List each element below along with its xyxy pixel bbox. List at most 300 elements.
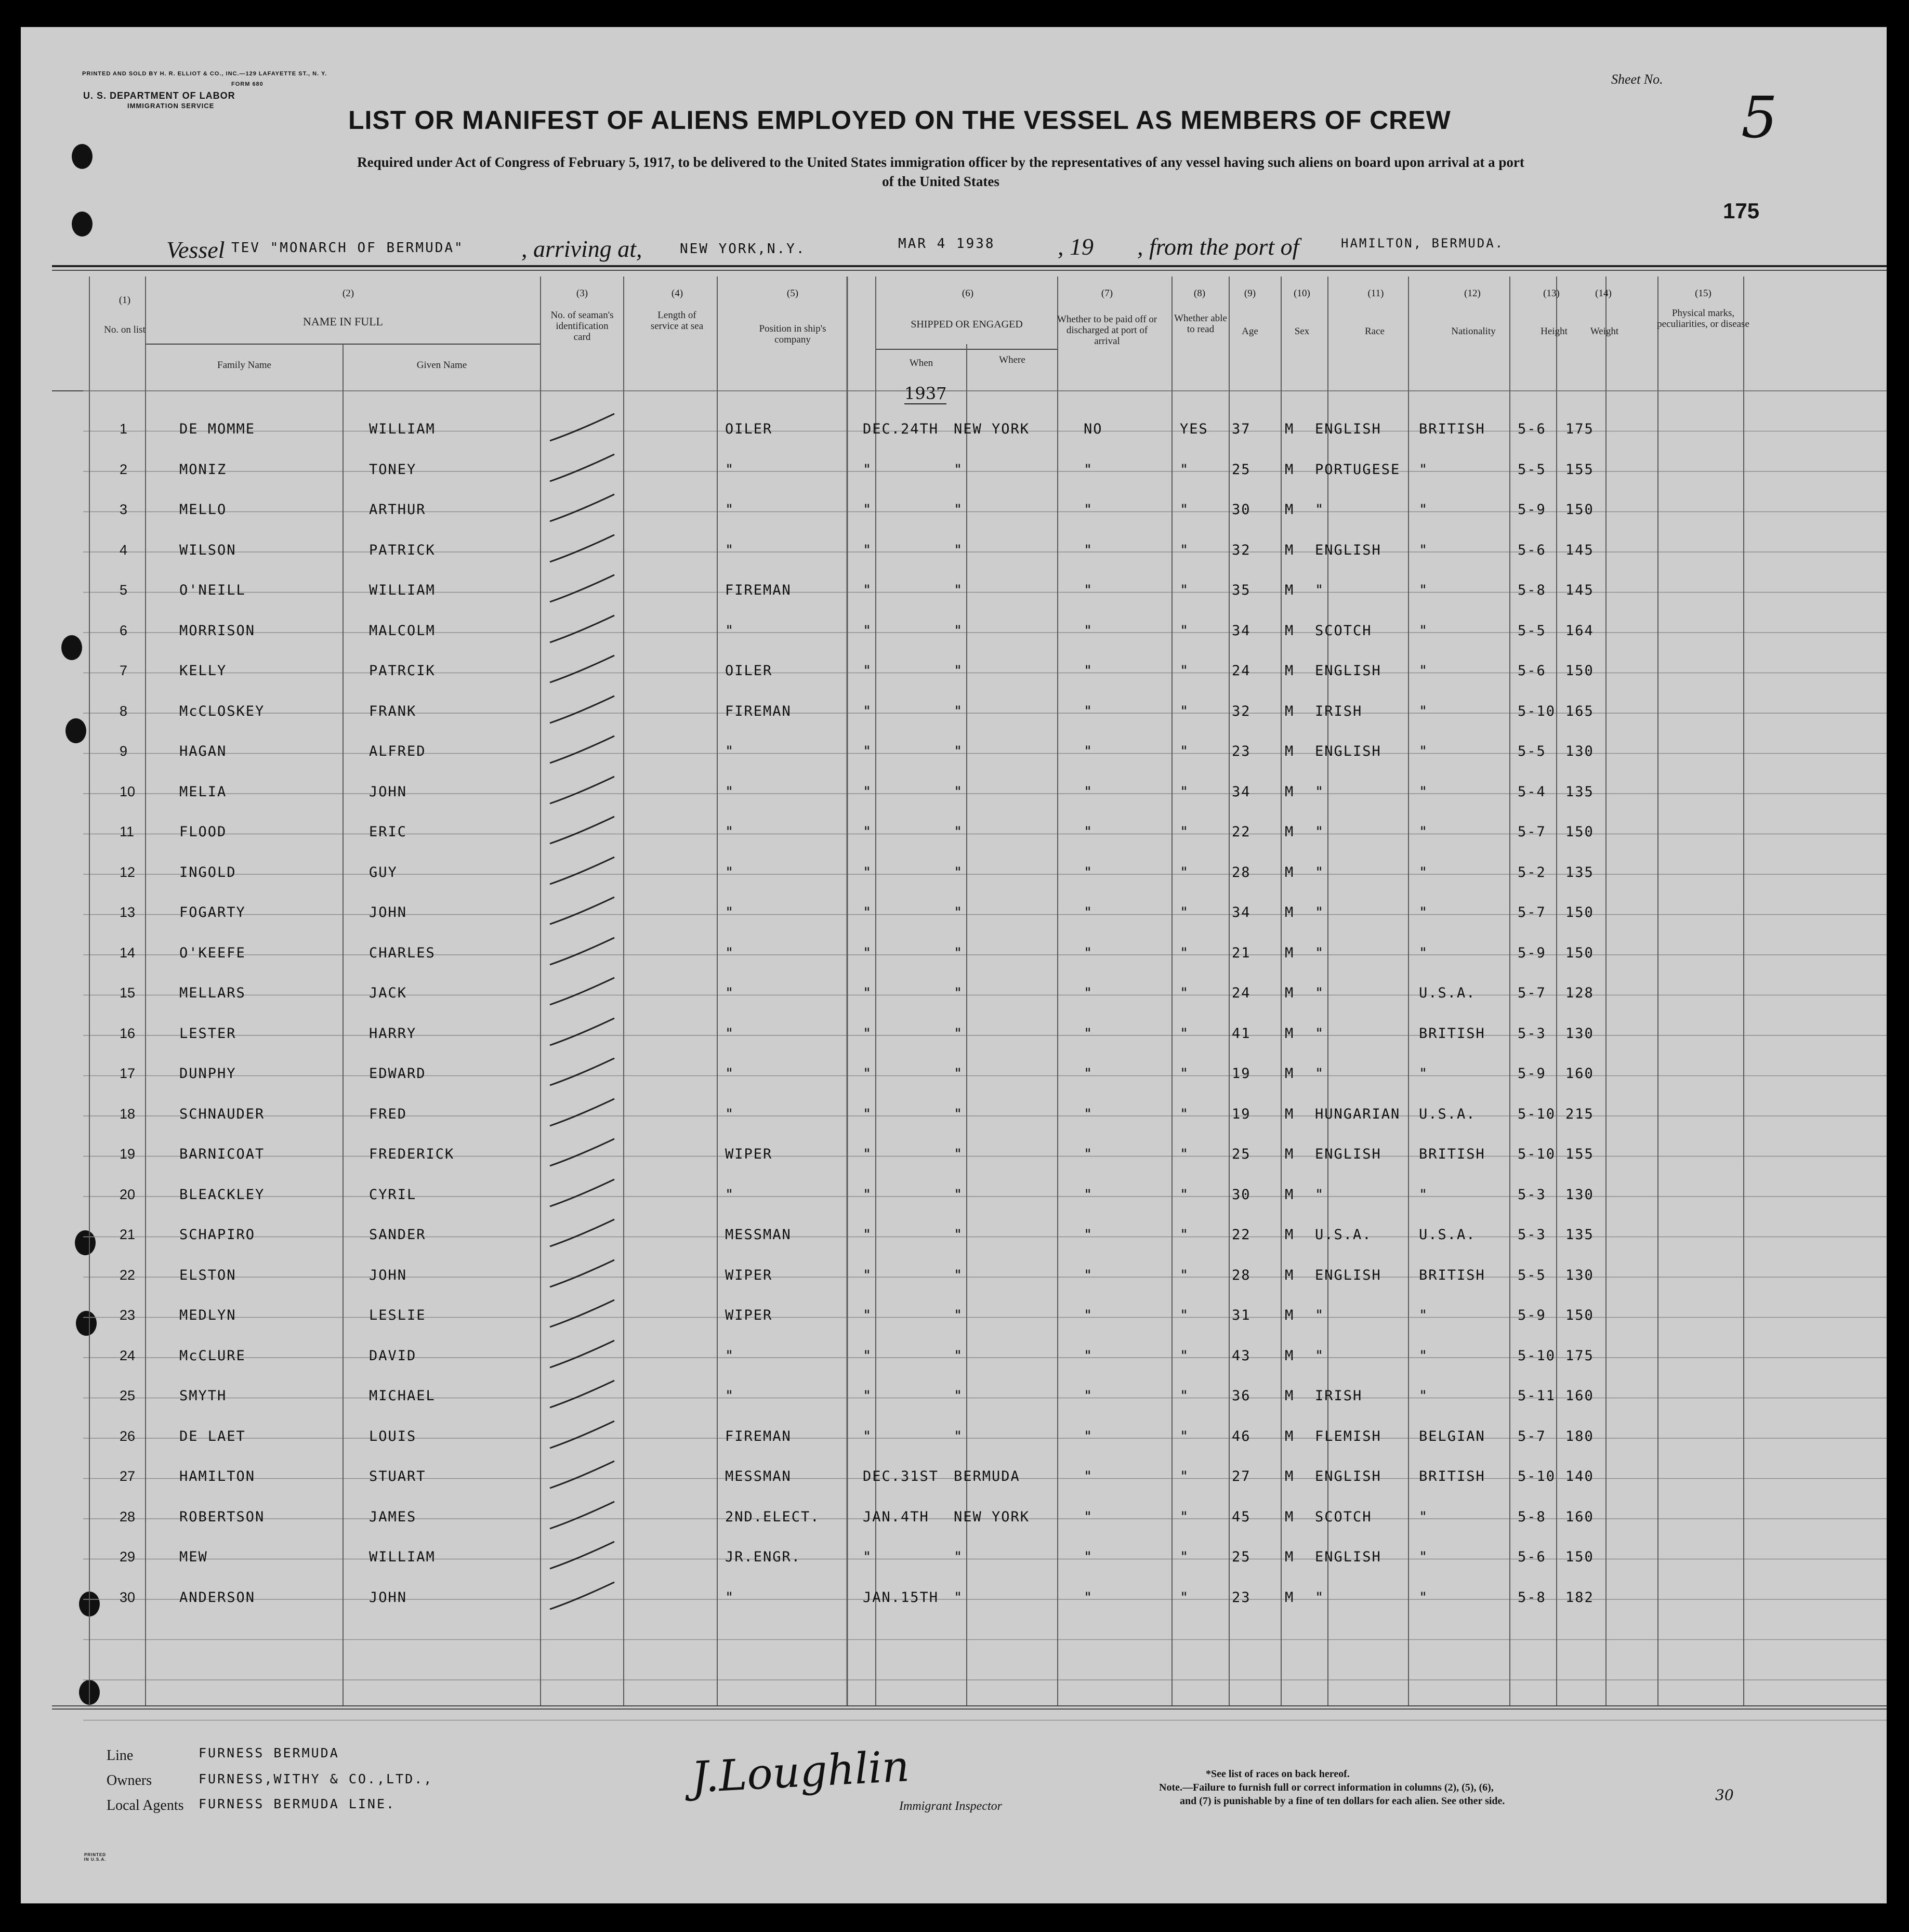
col-num-5: (5) — [786, 288, 799, 299]
shipped-when: " — [863, 944, 873, 961]
sex: M — [1285, 1106, 1295, 1122]
crew-no: 7 — [120, 663, 128, 678]
age: 31 — [1232, 1307, 1251, 1323]
nationality: " — [1419, 1307, 1429, 1323]
paid-off: " — [1084, 1186, 1094, 1203]
age: 25 — [1232, 461, 1251, 478]
nationality: U.S.A. — [1419, 1106, 1476, 1122]
shipped-when: " — [863, 743, 873, 759]
position: " — [725, 783, 735, 800]
able-read: " — [1180, 1066, 1190, 1082]
stamp-number: 175 — [1723, 199, 1760, 223]
paid-off: " — [1084, 1589, 1094, 1606]
vessel-label: Vessel — [166, 236, 225, 263]
height: 5-7 — [1518, 824, 1546, 840]
manifest-sheet — [21, 27, 1887, 1903]
crew-no: 13 — [120, 904, 136, 920]
shipped-where: " — [954, 1066, 964, 1082]
age: 24 — [1232, 985, 1251, 1001]
sex: M — [1285, 1025, 1295, 1042]
nationality: BELGIAN — [1419, 1428, 1485, 1444]
position: OILER — [725, 421, 773, 437]
subtitle-line1: Required under Act of Congress of February 5, 1917, to be delivered to the United States immigration officer by the representatives of any vessel having such aliens on board upon arrival at a port — [357, 154, 1524, 170]
given-name: FRED — [369, 1106, 407, 1122]
shipped-where: BERMUDA — [954, 1468, 1020, 1484]
family-name: MONIZ — [179, 461, 227, 478]
sex: M — [1285, 1146, 1295, 1162]
check-stroke — [546, 1418, 618, 1454]
header-race: Race — [1365, 326, 1385, 337]
weight: 130 — [1565, 1267, 1594, 1283]
nationality: " — [1419, 461, 1429, 478]
race: " — [1315, 1307, 1325, 1323]
crew-no: 24 — [120, 1347, 136, 1363]
able-read: " — [1180, 783, 1190, 800]
family-name: ANDERSON — [179, 1589, 256, 1606]
check-stroke — [546, 1096, 618, 1132]
height: 5-9 — [1518, 502, 1546, 518]
check-stroke — [546, 1015, 618, 1052]
nationality: " — [1419, 663, 1429, 679]
height: 5-6 — [1518, 663, 1546, 679]
crew-no: 18 — [120, 1106, 136, 1122]
given-name: PATRICK — [369, 542, 436, 558]
nationality: BRITISH — [1419, 1468, 1485, 1484]
height: 5-10 — [1518, 1468, 1556, 1484]
sex: M — [1285, 582, 1295, 598]
able-read: " — [1180, 1347, 1190, 1364]
able-read: " — [1180, 1267, 1190, 1283]
paid-off: " — [1084, 1106, 1094, 1122]
nationality: " — [1419, 783, 1429, 800]
nationality: " — [1419, 944, 1429, 961]
position: " — [725, 1347, 735, 1364]
printed-mark: PRINTED IN U.S.A. — [84, 1852, 107, 1862]
sex: M — [1285, 824, 1295, 840]
check-stroke — [546, 1579, 618, 1615]
shipped-where: " — [954, 1388, 964, 1404]
check-stroke — [546, 1136, 618, 1172]
weight: 160 — [1565, 1066, 1594, 1082]
paid-off: " — [1084, 1267, 1094, 1283]
race: ENGLISH — [1315, 663, 1381, 679]
given-name: FREDERICK — [369, 1146, 455, 1162]
sex: M — [1285, 1307, 1295, 1323]
year-prefix: , 19 — [1058, 233, 1094, 260]
age: 34 — [1232, 622, 1251, 639]
header-no-on-list: No. on list — [104, 324, 146, 335]
sex: M — [1285, 743, 1295, 759]
age: 41 — [1232, 1025, 1251, 1042]
family-name: ELSTON — [179, 1267, 236, 1283]
shipped-when: " — [863, 502, 873, 518]
paid-off: " — [1084, 1307, 1094, 1323]
race: HUNGARIAN — [1315, 1106, 1401, 1122]
nationality: " — [1419, 1549, 1429, 1565]
header-paid-off: Whether to be paid off or discharged at port of arrival — [1057, 314, 1157, 347]
height: 5-4 — [1518, 783, 1546, 800]
arriving-port: NEW YORK,N.Y. — [680, 241, 806, 257]
given-name: JOHN — [369, 1589, 407, 1606]
ruled-grid — [21, 27, 1887, 1903]
header-family-name: Family Name — [217, 360, 271, 371]
given-name: EDWARD — [369, 1066, 426, 1082]
crew-no: 12 — [120, 864, 136, 880]
weight: 155 — [1565, 461, 1594, 478]
race: ENGLISH — [1315, 1549, 1381, 1565]
paid-off: " — [1084, 1388, 1094, 1404]
crew-no: 10 — [120, 783, 136, 799]
family-name: DE LAET — [179, 1428, 246, 1444]
sex: M — [1285, 663, 1295, 679]
position: " — [725, 1066, 735, 1082]
sex: M — [1285, 1468, 1295, 1484]
able-read: " — [1180, 743, 1190, 759]
able-read: " — [1180, 1428, 1190, 1444]
col-num-3: (3) — [576, 288, 588, 299]
crew-no: 25 — [120, 1388, 136, 1403]
race: " — [1315, 944, 1325, 961]
shipped-when: " — [863, 542, 873, 558]
header-shipped: SHIPPED OR ENGAGED — [911, 319, 1023, 330]
given-name: WILLIAM — [369, 582, 436, 598]
able-read: " — [1180, 1146, 1190, 1162]
height: 5-2 — [1518, 864, 1546, 880]
header-weight: Weight — [1590, 326, 1619, 337]
col-num-15: (15) — [1695, 288, 1711, 299]
sex: M — [1285, 1388, 1295, 1404]
shipped-when: " — [863, 703, 873, 719]
shipped-where: " — [954, 1307, 964, 1323]
able-read: " — [1180, 1468, 1190, 1484]
height: 5-7 — [1518, 985, 1546, 1001]
age: 22 — [1232, 824, 1251, 840]
position: JR.ENGR. — [725, 1549, 801, 1565]
shipped-where: NEW YORK — [954, 1508, 1030, 1525]
col-num-1: (1) — [119, 295, 131, 306]
check-stroke — [546, 894, 618, 930]
shipped-where: " — [954, 703, 964, 719]
check-stroke — [546, 451, 618, 488]
height: 5-10 — [1518, 703, 1556, 719]
height: 5-5 — [1518, 743, 1546, 759]
family-name: SCHAPIRO — [179, 1227, 256, 1243]
paid-off: " — [1084, 1025, 1094, 1042]
shipped-when: " — [863, 1428, 873, 1444]
height: 5-5 — [1518, 461, 1546, 478]
sex: M — [1285, 622, 1295, 639]
check-stroke — [546, 652, 618, 689]
family-name: FLOOD — [179, 824, 227, 840]
position: " — [725, 1106, 735, 1122]
sex: M — [1285, 1549, 1295, 1565]
given-name: TONEY — [369, 461, 417, 478]
given-name: CHARLES — [369, 944, 436, 961]
check-stroke — [546, 1055, 618, 1092]
sex: M — [1285, 1186, 1295, 1203]
paid-off: " — [1084, 1428, 1094, 1444]
nationality: BRITISH — [1419, 1146, 1485, 1162]
able-read: " — [1180, 703, 1190, 719]
header-able-read: Whether able to read — [1174, 313, 1227, 335]
shipped-where: " — [954, 1186, 964, 1203]
col-num-7: (7) — [1101, 288, 1113, 299]
from-label: , from the port of — [1137, 233, 1299, 260]
height: 5-9 — [1518, 1307, 1546, 1323]
owners-label: Owners — [107, 1772, 152, 1789]
able-read: " — [1180, 1186, 1190, 1203]
position: OILER — [725, 663, 773, 679]
check-stroke — [546, 854, 618, 890]
header-age: Age — [1242, 326, 1258, 337]
crew-no: 4 — [120, 542, 128, 558]
able-read: " — [1180, 824, 1190, 840]
paid-off: " — [1084, 1468, 1094, 1484]
form-number: FORM 680 — [231, 81, 264, 87]
position: " — [725, 1025, 735, 1042]
shipped-when: " — [863, 1025, 873, 1042]
race: IRISH — [1315, 1388, 1363, 1404]
sex: M — [1285, 421, 1295, 437]
race: " — [1315, 783, 1325, 800]
shipped-where: " — [954, 542, 964, 558]
sex: M — [1285, 502, 1295, 518]
height: 5-9 — [1518, 1066, 1546, 1082]
paid-off: " — [1084, 1549, 1094, 1565]
position: FIREMAN — [725, 1428, 792, 1444]
weight: 182 — [1565, 1589, 1594, 1606]
weight: 175 — [1565, 1347, 1594, 1364]
crew-no: 28 — [120, 1508, 136, 1524]
position: " — [725, 944, 735, 961]
age: 23 — [1232, 743, 1251, 759]
able-read: " — [1180, 1589, 1190, 1606]
family-name: ROBERTSON — [179, 1508, 265, 1525]
nationality: " — [1419, 703, 1429, 719]
able-read: " — [1180, 542, 1190, 558]
able-read: " — [1180, 622, 1190, 639]
given-name: PATRCIK — [369, 663, 436, 679]
check-stroke — [546, 532, 618, 568]
family-name: McCLOSKEY — [179, 703, 265, 719]
shipped-where: " — [954, 582, 964, 598]
position: " — [725, 1589, 735, 1606]
crew-no: 30 — [120, 1589, 136, 1605]
check-stroke — [546, 813, 618, 850]
check-stroke — [546, 733, 618, 769]
height: 5-8 — [1518, 1508, 1546, 1525]
header-seaman-card: No. of seaman's identification card — [550, 310, 614, 343]
position: " — [725, 824, 735, 840]
crew-no: 9 — [120, 743, 128, 759]
col-num-13: (13) — [1543, 288, 1560, 299]
shipped-where: " — [954, 1347, 964, 1364]
age: 32 — [1232, 542, 1251, 558]
age: 19 — [1232, 1106, 1251, 1122]
paid-off: " — [1084, 944, 1094, 961]
family-name: MELLO — [179, 502, 227, 518]
family-name: MELLARS — [179, 985, 246, 1001]
weight: 145 — [1565, 542, 1594, 558]
sex: M — [1285, 985, 1295, 1001]
shipped-when: " — [863, 864, 873, 880]
height: 5-3 — [1518, 1186, 1546, 1203]
sheet-number: 5 — [1741, 84, 1778, 151]
race: SCOTCH — [1315, 1508, 1372, 1525]
age: 46 — [1232, 1428, 1251, 1444]
given-name: HARRY — [369, 1025, 417, 1042]
header-name-in-full: NAME IN FULL — [303, 315, 383, 328]
sex: M — [1285, 944, 1295, 961]
shipped-where: " — [954, 1267, 964, 1283]
nationality: " — [1419, 1388, 1429, 1404]
height: 5-10 — [1518, 1106, 1556, 1122]
given-name: ARTHUR — [369, 502, 426, 518]
page-mark: 30 — [1715, 1786, 1734, 1804]
given-name: GUY — [369, 864, 398, 880]
able-read: " — [1180, 663, 1190, 679]
weight: 155 — [1565, 1146, 1594, 1162]
from-port: HAMILTON, BERMUDA. — [1341, 236, 1505, 251]
header-physical: Physical marks, peculiarities, or disease — [1657, 308, 1749, 330]
line-label: Line — [107, 1747, 134, 1764]
check-stroke — [546, 1297, 618, 1333]
shipped-when: " — [863, 582, 873, 598]
weight: 128 — [1565, 985, 1594, 1001]
shipped-when: " — [863, 904, 873, 921]
service-name: IMMIGRATION SERVICE — [127, 102, 215, 110]
col-num-6: (6) — [962, 288, 974, 299]
crew-no: 17 — [120, 1066, 136, 1081]
shipped-when: JAN.15TH — [863, 1589, 939, 1606]
age: 30 — [1232, 1186, 1251, 1203]
sex: M — [1285, 1508, 1295, 1525]
nationality: " — [1419, 904, 1429, 921]
check-stroke — [546, 1377, 618, 1414]
height: 5-11 — [1518, 1388, 1556, 1404]
crew-no: 6 — [120, 622, 128, 638]
shipped-where: " — [954, 985, 964, 1001]
race: SCOTCH — [1315, 622, 1372, 639]
sex: M — [1285, 703, 1295, 719]
age: 28 — [1232, 864, 1251, 880]
given-name: MICHAEL — [369, 1388, 436, 1404]
race: IRISH — [1315, 703, 1363, 719]
shipped-when: JAN.4TH — [863, 1508, 929, 1525]
position: " — [725, 743, 735, 759]
position: " — [725, 1186, 735, 1203]
family-name: MEDLYN — [179, 1307, 236, 1323]
height: 5-3 — [1518, 1227, 1546, 1243]
race: " — [1315, 1589, 1325, 1606]
able-read: " — [1180, 1227, 1190, 1243]
check-stroke — [546, 1216, 618, 1253]
header-height: Height — [1541, 326, 1568, 337]
age: 36 — [1232, 1388, 1251, 1404]
given-name: JAMES — [369, 1508, 417, 1525]
position: " — [725, 864, 735, 880]
check-stroke — [546, 491, 618, 528]
able-read: " — [1180, 1549, 1190, 1565]
age: 21 — [1232, 944, 1251, 961]
given-name: JOHN — [369, 904, 407, 921]
weight: 180 — [1565, 1428, 1594, 1444]
age: 27 — [1232, 1468, 1251, 1484]
check-stroke — [546, 572, 618, 608]
sex: M — [1285, 1347, 1295, 1364]
header-where: Where — [999, 354, 1025, 365]
weight: 150 — [1565, 944, 1594, 961]
crew-no: 14 — [120, 944, 136, 961]
paid-off: " — [1084, 663, 1094, 679]
sex: M — [1285, 1428, 1295, 1444]
age: 34 — [1232, 783, 1251, 800]
shipped-where: " — [954, 1549, 964, 1565]
family-name: FOGARTY — [179, 904, 246, 921]
col-num-4: (4) — [671, 288, 683, 299]
paid-off: " — [1084, 864, 1094, 880]
shipped-where: " — [954, 1227, 964, 1243]
height: 5-10 — [1518, 1347, 1556, 1364]
crew-no: 11 — [120, 824, 135, 839]
given-name: JOHN — [369, 783, 407, 800]
paid-off: " — [1084, 783, 1094, 800]
given-name: LESLIE — [369, 1307, 426, 1323]
year-note: 1937 — [904, 384, 947, 403]
check-stroke — [546, 1458, 618, 1494]
race: " — [1315, 824, 1325, 840]
position: " — [725, 1388, 735, 1404]
sheet-label: Sheet No. — [1611, 72, 1663, 87]
col-num-11: (11) — [1367, 288, 1384, 299]
family-name: O'KEEFE — [179, 944, 246, 961]
crew-no: 21 — [120, 1227, 136, 1242]
height: 5-3 — [1518, 1025, 1546, 1042]
nationality: " — [1419, 743, 1429, 759]
position: WIPER — [725, 1267, 773, 1283]
sex: M — [1285, 783, 1295, 800]
family-name: DE MOMME — [179, 421, 256, 437]
age: 30 — [1232, 502, 1251, 518]
position: " — [725, 542, 735, 558]
weight: 160 — [1565, 1508, 1594, 1525]
able-read: " — [1180, 1025, 1190, 1042]
family-name: INGOLD — [179, 864, 236, 880]
weight: 150 — [1565, 1549, 1594, 1565]
age: 32 — [1232, 703, 1251, 719]
family-name: SCHNAUDER — [179, 1106, 265, 1122]
agents-label: Local Agents — [107, 1797, 184, 1813]
age: 35 — [1232, 582, 1251, 598]
header-sex: Sex — [1294, 326, 1310, 337]
nationality: U.S.A. — [1419, 985, 1476, 1001]
shipped-where: " — [954, 461, 964, 478]
nationality: BRITISH — [1419, 1267, 1485, 1283]
position: WIPER — [725, 1146, 773, 1162]
paid-off: " — [1084, 542, 1094, 558]
position: FIREMAN — [725, 582, 792, 598]
able-read: " — [1180, 502, 1190, 518]
header-given-name: Given Name — [416, 360, 467, 371]
weight: 130 — [1565, 1025, 1594, 1042]
age: 34 — [1232, 904, 1251, 921]
family-name: DUNPHY — [179, 1066, 236, 1082]
line-value: FURNESS BERMUDA — [199, 1745, 339, 1760]
sex: M — [1285, 864, 1295, 880]
shipped-when: " — [863, 1186, 873, 1203]
paid-off: " — [1084, 985, 1094, 1001]
height: 5-6 — [1518, 1549, 1546, 1565]
